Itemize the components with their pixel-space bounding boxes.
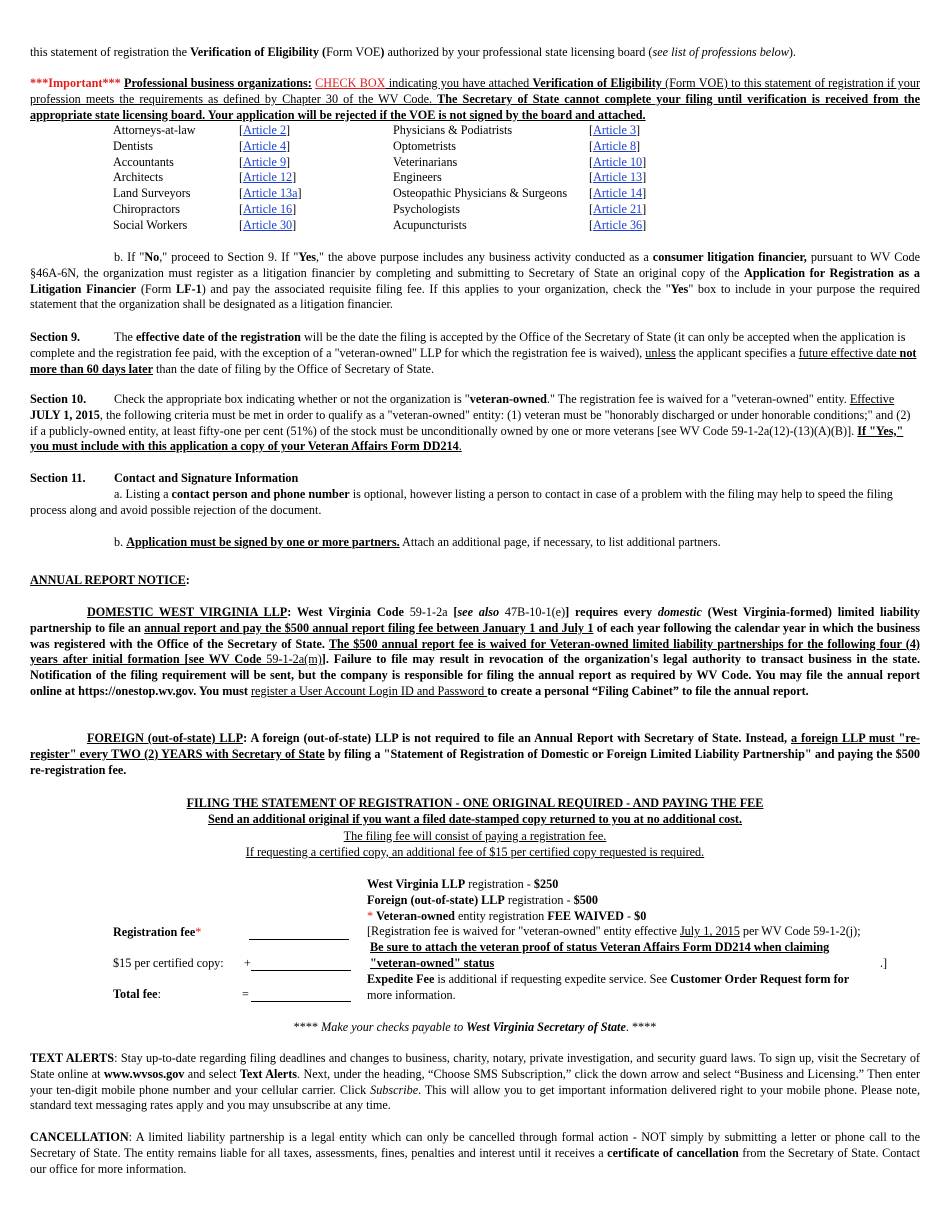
article-link[interactable]: Article 21 bbox=[593, 201, 643, 216]
voe-close: ) bbox=[380, 45, 385, 59]
section-9-label: Section 9. bbox=[30, 330, 81, 344]
annual-report-heading: ANNUAL REPORT NOTICE: bbox=[30, 573, 190, 587]
profession-name: Acupuncturists bbox=[393, 217, 467, 232]
article-link[interactable]: Article 4 bbox=[243, 138, 287, 153]
profession-name: Psychologists bbox=[393, 201, 461, 216]
profession-row: Attorneys-at-law [Article 2] Physicians & Podiatrists [Article 3] bbox=[113, 123, 641, 137]
fee-wv-llp: West Virginia LLP registration - $250 bbox=[367, 877, 559, 891]
profession-row: Architects [Article 12] Engineers [Article 13] bbox=[113, 170, 647, 185]
profession-row: Land Surveyors [Article 13a] Osteopathic Physicians & Surgeons [Article 14] bbox=[113, 186, 647, 201]
profession-name: Osteopathic Physicians & Surgeons bbox=[393, 186, 568, 201]
filing-original-note: Send an additional original if you want a filed date-stamped copy returned to you at no additional cost. bbox=[207, 812, 743, 826]
wvsos-site: www.wvsos.gov bbox=[103, 1066, 185, 1081]
prof-org-label: Professional business organizations: bbox=[124, 76, 312, 90]
cancellation-paragraph: CANCELLATION: A limited liability partnership is a legal entity which can only be cancelled through formal action - NOT simply by submitting a letter or phone call to the Secretary of State. The entity remains liable for all taxes, assessments, fines, penalties and interest until it receives a certificate of cancellation from the Secretary of State. Contact our office for more information. bbox=[30, 1130, 920, 1176]
certified-copy-fee-field[interactable] bbox=[251, 958, 351, 971]
expedite-fee-note: Expedite Fee is additional if requesting expedite service. See Customer Order Request form for more information. bbox=[367, 971, 850, 1002]
text-alerts-label: TEXT ALERTS bbox=[30, 1051, 115, 1065]
fee-foreign-llp: Foreign (out-of-state) LLP registration - $500 bbox=[367, 892, 598, 907]
section-10-paragraph: Section 10. Check the appropriate box indicating whether or not the organization is "veteran-owned." The registration fee is waived for a "veteran-owned" entity. Effective JULY 1, 2015, the following criteria must be met in order to qualify as a "veteran-owned" entity: (1) veteran must be "honorably discharged or under honorable conditions;" and (2) if a publicly-owned entity, at least fifty-one per cent (51%) of the stock must be unconditionally owned by one or more veterans [see WV Code 59-1-2a(12)-(13)(A)(B)]. If "Yes," you must include with this application a copy of your Veteran Affairs Form DD214. bbox=[30, 392, 911, 454]
part-b-paragraph: b. If "No," proceed to Section 9. If "Yes," the above purpose includes any business activity conducted as a consumer litigation financier, pursuant to WV Code §46A-6N, the organization must register as a litigation financier by completing and submitting to Secretary of State an original copy of the Application for Registration as a Litigation Financier (Form LF-1) and pay the associated requisite filing fee. If this applies to your organization, check the "Yes" box to include in your purpose the required statement that the organization shall be designated as a litigation financier. bbox=[30, 250, 921, 312]
article-link[interactable]: Article 12 bbox=[243, 170, 293, 185]
professions-table bbox=[113, 123, 669, 234]
important-text: indicating you have attached bbox=[385, 76, 533, 90]
article-link[interactable]: Article 13 bbox=[593, 170, 643, 185]
article-link[interactable]: Article 14 bbox=[593, 186, 643, 201]
foreign-llp-paragraph: FOREIGN (out-of-state) LLP: A foreign (out-of-state) LLP is not required to file an Annual Report with Secretary of State. Instead, a foreign LLP must "re-register" every TWO (2) YEARS with Secretary of State by filing a "Statement of Registration of Domestic or Foreign Limited Liability Partnership" and paying the $500 re-registration fee. bbox=[30, 731, 921, 777]
section-11-label: Section 11. bbox=[30, 471, 86, 485]
voe-label: Verification of Eligibility bbox=[532, 76, 662, 90]
article-link[interactable]: Article 30 bbox=[243, 217, 293, 232]
profession-name: Chiropractors bbox=[113, 201, 181, 216]
profession-row: Chiropractors [Article 16] Psychologists [Article 21] bbox=[113, 201, 647, 216]
article-link[interactable]: Article 9 bbox=[243, 154, 287, 169]
profession-name: Architects bbox=[113, 170, 164, 185]
article-link[interactable]: Article 10 bbox=[593, 154, 643, 169]
section-11a-paragraph: a. Listing a contact person and phone number is optional, however listing a person to contact in case of a problem with the filing may help to speed the filing process along and avoid possible rejection of the document. bbox=[30, 487, 893, 517]
fee-schedule bbox=[367, 877, 922, 1003]
profession-name: Veterinarians bbox=[393, 154, 458, 169]
profession-name: Social Workers bbox=[113, 217, 188, 232]
profession-name: Dentists bbox=[113, 138, 153, 153]
important-paragraph bbox=[30, 76, 920, 123]
profession-name: Land Surveyors bbox=[113, 186, 191, 201]
profession-name: Optometrists bbox=[393, 138, 456, 153]
profession-name: Accountants bbox=[113, 154, 174, 169]
filing-fee-note: The filing fee will consist of paying a registration fee. bbox=[343, 829, 607, 843]
voe-form: Form VOE bbox=[326, 45, 381, 59]
check-box-label: CHECK BOX bbox=[315, 76, 386, 90]
payable-note: **** Make your checks payable to West Virginia Secretary of State. **** bbox=[293, 1020, 657, 1034]
article-link[interactable]: Article 3 bbox=[593, 123, 637, 137]
profession-name: Attorneys-at-law bbox=[113, 123, 196, 137]
total-fee-row: Total fee: = bbox=[113, 987, 161, 1003]
intro-paragraph bbox=[30, 45, 920, 61]
article-link[interactable]: Article 13a bbox=[243, 186, 298, 201]
total-fee-field[interactable] bbox=[251, 989, 351, 1002]
section-11b-paragraph: b. Application must be signed by one or more partners. Attach an additional page, if necessary, to list additional partners. bbox=[114, 535, 721, 549]
profession-name: Physicians & Podiatrists bbox=[393, 123, 513, 137]
cancellation-label: CANCELLATION bbox=[30, 1130, 129, 1144]
article-link[interactable]: Article 36 bbox=[593, 217, 643, 232]
certified-copy-note: If requesting a certified copy, an additional fee of $15 per certified copy requested is required. bbox=[245, 845, 705, 859]
registration-fee-row: Registration fee* bbox=[113, 925, 201, 941]
important-text: (Form VOE) to this statement of registration if your profession meets the requirements as defined by Chapter 30 of the WV Code. bbox=[30, 76, 921, 106]
important-warning: The Secretary of State cannot complete your filing until verification is received from the appropriate state licensing board. Your application will be rejected if the VOE is not signed by the board and attached. bbox=[30, 91, 920, 122]
fee-veteran-owned: * Veteran-owned entity registration FEE WAIVED - $0 bbox=[367, 908, 647, 923]
article-link[interactable]: Article 16 bbox=[243, 201, 293, 216]
certified-copy-row: $15 per certified copy: + bbox=[113, 956, 224, 972]
article-link[interactable]: Article 8 bbox=[593, 138, 637, 153]
profession-row: Accountants [Article 9] Veterinarians [Article 10] bbox=[113, 154, 647, 169]
see-list-note: see list of professions below bbox=[652, 45, 789, 59]
profession-name: Engineers bbox=[393, 170, 442, 185]
section-11-heading bbox=[30, 471, 920, 487]
profession-row: Social Workers [Article 30] Acupuncturists [Article 36] bbox=[113, 217, 647, 232]
text-alerts-paragraph: TEXT ALERTS: Stay up-to-date regarding filing deadlines and changes to business, charity, notary, private investigation, and security guard laws. To sign up, visit the Secretary of State online at www.wvsos.gov and select Text Alerts. Next, under the heading, “Choose SMS Subscription,” click the down arrow and select “Business and Licensing.” Then enter your ten-digit mobile phone number and your cellular carrier. Click Subscribe. This will allow you to get important information delivered right to your mobile phone. Please note, standard text messaging rates apply and you may unsubscribe at any time. bbox=[30, 1051, 920, 1113]
section-11-title: Contact and Signature Information bbox=[114, 471, 299, 485]
veteran-waiver-note: [Registration fee is waived for "veteran-owned" entity effective July 1, 2015 per WV Code 59-1-2(j); Be sure to attach the veteran proof of status Veteran Affairs Form DD214 when claiming "veteran-owned" status .] bbox=[367, 924, 888, 970]
voe-label: Verification of Eligibility ( bbox=[190, 45, 327, 59]
intro-text: authorized by your professional state licensing board ( bbox=[384, 45, 653, 59]
section-10-label: Section 10. bbox=[30, 392, 87, 406]
section-9-paragraph: Section 9. The effective date of the registration will be the date the filing is accepted by the Office of the Secretary of State (it can only be accepted when the application is complete and the registration fee paid, with the exception of a "veteran-owned" LLP for which the registration fee is waived), unless the applicant specifies a future effective date not more than 60 days later than the date of filing by the Office of Secretary of State. bbox=[30, 330, 917, 376]
profession-row: Dentists [Article 4] Optometrists [Article 8] bbox=[113, 138, 641, 153]
important-label: ***Important*** bbox=[30, 76, 121, 90]
domestic-llp-paragraph: DOMESTIC WEST VIRGINIA LLP: West Virginia Code 59-1-2a [see also 47B-10-1(e)] requires every domestic (West Virginia-formed) limited liability partnership to file an annual report and pay the $500 annual report filing fee between January 1 and July 1 of each year following the calendar year in which the business was registered with the Office of the Secretary of State. The $500 annual report fee is waived for Veteran-owned limited liability partnerships for the following four (4) years after initial formation [see WV Code 59-1-2a(m)]. Failure to file may result in revocation of the organization's legal authority to transact business in the state. Notification of the filing requirement will be sent, but the company is responsible for filing the annual report as required by WV Code. You may file the annual report online at https://onestop.wv.gov. You must register a User Account Login ID and Password to create a personal “Filing Cabinet” to file the annual report. bbox=[30, 605, 920, 698]
intro-text: ). bbox=[788, 45, 796, 59]
article-link[interactable]: Article 2 bbox=[243, 123, 287, 137]
filing-heading: FILING THE STATEMENT OF REGISTRATION - ONE ORIGINAL REQUIRED - AND PAYING THE FEE bbox=[186, 796, 764, 810]
registration-fee-field[interactable] bbox=[249, 927, 349, 940]
intro-text: this statement of registration the bbox=[30, 45, 191, 59]
